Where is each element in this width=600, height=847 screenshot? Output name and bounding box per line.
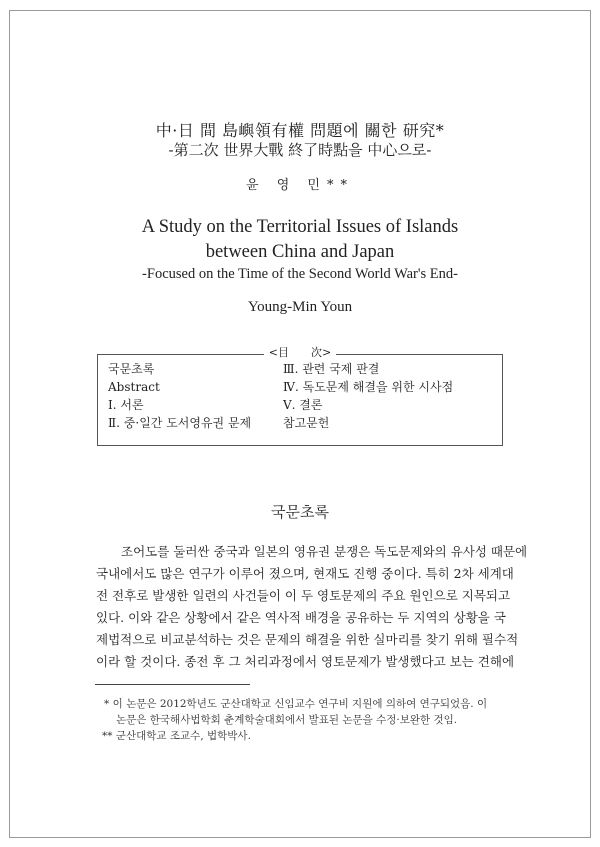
korean-author: 윤 영 민**	[246, 178, 354, 193]
english-author: Young-Min Youn	[247, 299, 353, 315]
footnote-2: ** 군산대학교 조교수, 법학박사.	[102, 730, 251, 742]
abstract-body	[96, 541, 528, 673]
footnote-1-line2: 논문은 한국해사법학회 춘계학술대회에서 발표된 논문을 수정·보완한 것임.	[116, 714, 458, 726]
abstract-line: 전 전후로 발생한 일련의 사건들이 이 두 영토문제의 주요 원인으로 지목되고	[96, 588, 511, 603]
toc-item: Ⅴ. 결론	[283, 398, 323, 412]
toc-item: Ⅲ. 관련 국제 판결	[283, 362, 380, 376]
toc-item: Ⅳ. 독도문제 해결을 위한 시사점	[283, 380, 454, 394]
english-title-line1: A Study on the Territorial Issues of Islands	[141, 217, 459, 237]
abstract-line: 제법적으로 비교분석하는 것은 문제의 해결을 위한 실마리를 찾기 위해 필수적	[96, 632, 519, 647]
abstract-line: 국내에서도 많은 연구가 이루어 졌으며, 현재도 진행 중이다. 특히 2차 세계대	[96, 566, 514, 581]
toc-item: Ⅱ. 중·일간 도서영유권 문제	[108, 416, 252, 430]
abstract-line: 이라 할 것이다. 종전 후 그 처리과정에서 영토문제가 발생했다고 보는 견해에	[96, 654, 515, 669]
korean-title: 中·日 間 島嶼領有權 問題에 關한 研究*	[155, 121, 445, 140]
toc-item: 국문초록	[108, 362, 155, 376]
toc-right-column	[283, 360, 453, 432]
toc-item: 참고문헌	[283, 416, 330, 430]
abstract-line: 조어도를 둘러싼 중국과 일본의 영유권 분쟁은 독도문제와의 유사성 때문에	[121, 544, 528, 559]
toc-item: Abstract	[108, 380, 160, 394]
english-title-line2: between China and Japan	[205, 242, 395, 262]
footnote-1-line1: * 이 논문은 2012학년도 군산대학교 신임교수 연구비 지원에 의하여 연구되었음. 이	[104, 698, 488, 710]
abstract-heading: 국문초록	[271, 503, 329, 521]
korean-subtitle: -第二次 世界大戰 終了時點을 中心으로-	[168, 141, 432, 159]
english-subtitle: -Focused on the Time of the Second World War's End-	[142, 266, 458, 282]
abstract-line: 있다. 이와 같은 상황에서 같은 역사적 배경을 공유하는 두 지역의 상황을 국	[96, 610, 506, 625]
footnote-rule	[95, 684, 250, 685]
toc-left-column	[108, 360, 251, 432]
toc-heading: <目 次>	[264, 344, 336, 360]
toc-item: Ⅰ. 서론	[108, 398, 144, 412]
